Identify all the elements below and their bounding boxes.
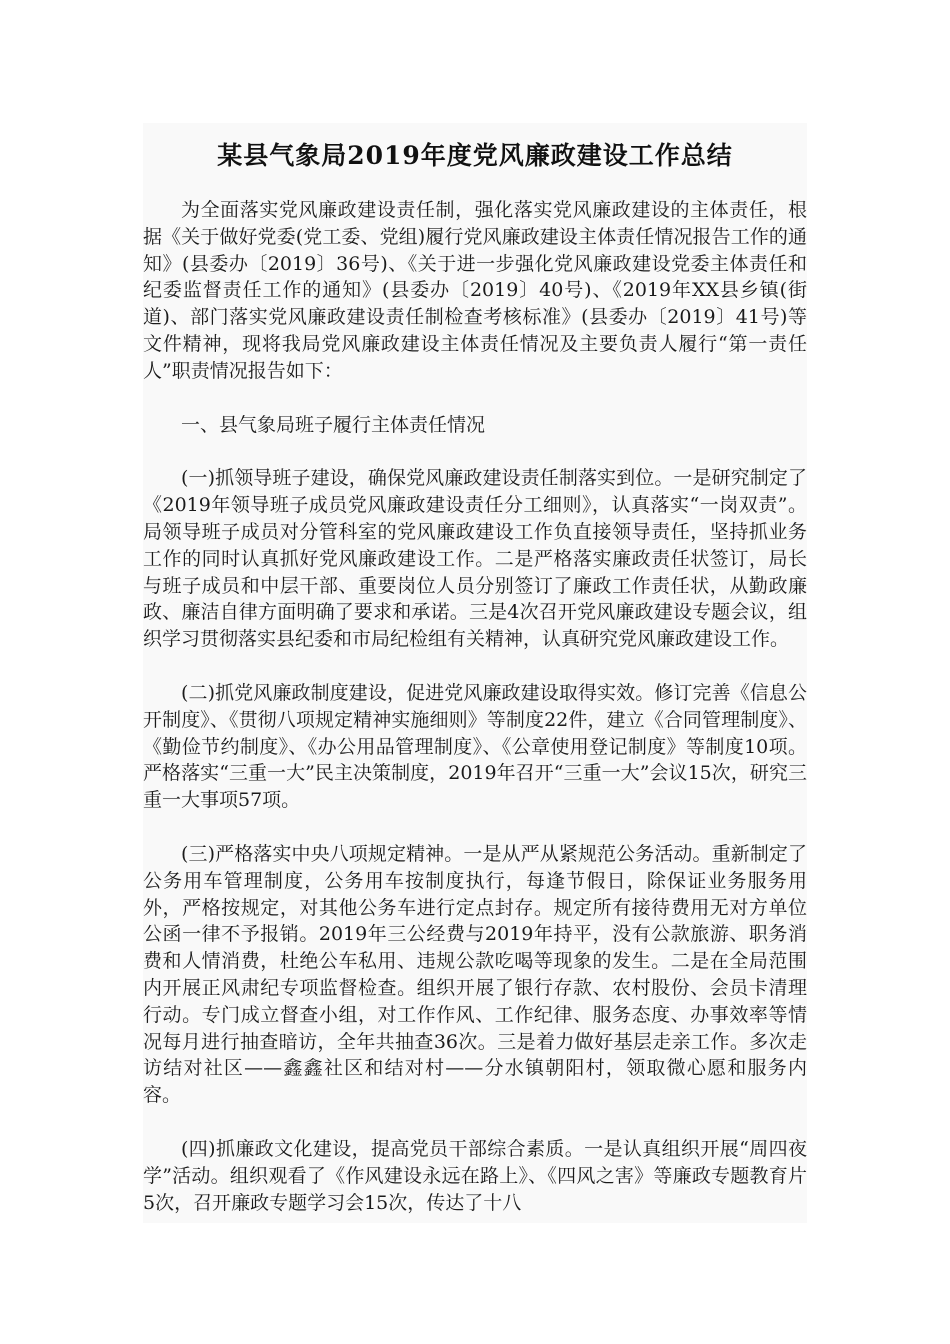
paragraph-eight-rules: (三)严格落实中央八项规定精神。一是从严从紧规范公务活动。重新制定了公务用车管理制度，公务用车按制度执行，每逢节假日，除保证业务服务用外，严格按规定，对其他公务车进行定点封存。规定所有接待费用无对方单位公函一律不予报销。2019年三公经费与2019年持平，没有公款旅游、职务消费和人情消费，杜绝公车私用、违规公款吃喝等现象的发生。二是在全局范围内开展正风肃纪专项监督检查。组织开展了银行存款、农村股份、会员卡清理行动。专门成立督查小组，对工作作风、工作纪律、服务态度、办事效率等情况每月进行抽查暗访，全年共抽查36次。三是着力做好基层走亲工作。多次走访结对社区——鑫鑫社区和结对村——分水镇朝阳村，领取微心愿和服务内容。 [143,842,807,1107]
document-title: 某县气象局2019年度党风廉政建设工作总结 [217,141,733,170]
intro-paragraph: 为全面落实党风廉政建设责任制，强化落实党风廉政建设的主体责任，根据《关于做好党委(党工委、党组)履行党风廉政建设主体责任情况报告工作的通知》(县委办〔2019〕36号)、《关于进一步强化党风廉政建设党委主体责任和纪委监督责任工作的通知》(县委办〔2019〕40号)、《2019年XX县乡镇(街道)、部门落实党风廉政建设责任制检查考核标准》(县委办〔2019〕41号)等文件精神，现将我局党风廉政建设主体责任情况及主要负责人履行“第一责任人”职责情况报告如下： [143,199,807,382]
paragraph-leadership: (一)抓领导班子建设，确保党风廉政建设责任制落实到位。一是研究制定了《2019年领导班子成员党风廉政建设责任分工细则》，认真落实“一岗双责”。局领导班子成员对分管科室的党风廉政建设工作负直接领导责任，坚持抓业务工作的同时认真抓好党风廉政建设工作。二是严格落实廉政责任状签订，局长与班子成员和中层干部、重要岗位人员分别签订了廉政工作责任状，从勤政廉政、廉洁自律方面明确了要求和承诺。三是4次召开党风廉政建设专题会议，组织学习贯彻落实县纪委和市局纪检组有关精神，认真研究党风廉政建设工作。 [143,467,807,651]
section-heading: 一、县气象局班子履行主体责任情况 [181,413,486,436]
paragraph-institution: (二)抓党风廉政制度建设，促进党风廉政建设取得实效。修订完善《信息公开制度》、《贯彻八项规定精神实施细则》等制度22件，建立《合同管理制度》、《勤俭节约制度》、《办公用品管理制度》、《公章使用登记制度》等制度10项。严格落实“三重一大”民主决策制度，2019年召开“三重一大”会议15次，研究三重一大事项57项。 [143,681,807,812]
document-body [143,197,807,1243]
paragraph-culture: (四)抓廉政文化建设，提高党员干部综合素质。一是认真组织开展“周四夜学”活动。组织观看了《作风建设永远在路上》、《四风之害》等廉政专题教育片5次，召开廉政专题学习会15次，传达了十八 [143,1137,807,1214]
